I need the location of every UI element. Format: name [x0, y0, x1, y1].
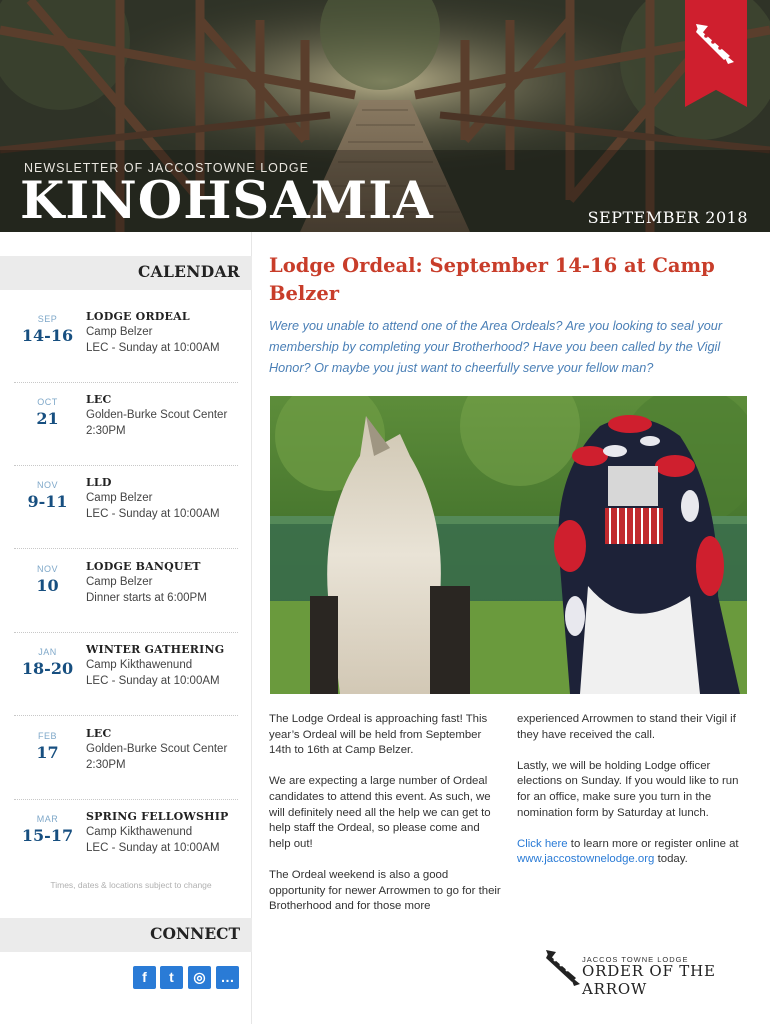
article-title: Lodge Ordeal: September 14-16 at Camp Belzer [269, 254, 715, 305]
calendar-event [0, 550, 252, 634]
newsletter-title: KINOHSAMIA [20, 171, 434, 231]
calendar-event [0, 466, 252, 550]
calendar-event [0, 800, 252, 884]
paragraph-text: today. [654, 853, 688, 866]
event-day: 21 [36, 409, 59, 428]
article-lead: Were you unable to attend one of the Area Ordeals? Are you looking to seal your membership by completing your Brotherhood? Have you been called by the Vigil Honor? Or maybe you just want to cheerfully serve your fellow man? [269, 319, 723, 375]
connect-header [0, 918, 252, 952]
divider [14, 548, 238, 549]
newsletter-subtitle: NEWSLETTER OF JACCOSTOWNE LODGE [24, 161, 309, 175]
paragraph: Lastly, we will be holding Lodge officer elections on Sunday. If you would like to run for an office, make sure you turn in the nomination form by Saturday at lunch. [517, 759, 739, 819]
event-time: LEC - Sunday at 10:00AM [86, 675, 220, 687]
instagram-icon[interactable]: ◎ [188, 966, 211, 989]
logo-lodge-name: JACCOS TOWNE LODGE [582, 955, 689, 964]
event-title: SPRING FELLOWSHIP [86, 810, 229, 823]
connect-heading: CONNECT [150, 924, 240, 943]
event-time: Dinner starts at 6:00PM [86, 592, 207, 604]
event-title: LEC [86, 727, 112, 740]
event-title: LODGE BANQUET [86, 560, 201, 573]
event-location: Camp Belzer [86, 492, 153, 504]
issue-date: SEPTEMBER 2018 [587, 208, 748, 227]
twitter-icon[interactable]: t [160, 966, 183, 989]
event-time: LEC - Sunday at 10:00AM [86, 508, 220, 520]
event-day: 17 [36, 743, 59, 762]
calendar-disclaimer: Times, dates & locations subject to change [50, 880, 212, 890]
event-month: SEP [37, 314, 58, 324]
divider [14, 715, 238, 716]
ordeal-photo-illustration [270, 396, 747, 694]
event-title: LEC [86, 393, 112, 406]
event-location: Camp Kikthawenund [86, 826, 193, 838]
paragraph [517, 837, 750, 868]
event-day: 14-16 [21, 326, 74, 345]
event-location: Golden-Burke Scout Center [86, 409, 228, 421]
website-link[interactable]: www.jaccostownelodge.org [517, 853, 655, 866]
event-month: JAN [38, 647, 57, 657]
arrowhead-icon [694, 22, 738, 66]
paragraph: experienced Arrowmen to stand their Vigil if they have received the call. [517, 713, 736, 741]
click-here-link[interactable]: Click here [517, 837, 568, 850]
event-day: 10 [36, 576, 59, 595]
paragraph: We are expecting a large number of Ordeal candidates to attend this event. As such, we will definitely need all the help we can get to help staff the Ordeal, so please come and help out! [269, 775, 491, 850]
event-time: 2:30PM [86, 759, 126, 771]
event-month: NOV [36, 480, 58, 490]
event-day: 9-11 [27, 492, 68, 511]
event-location: Camp Kikthawenund [86, 659, 193, 671]
article-column-1 [269, 712, 502, 930]
calendar-heading: CALENDAR [138, 262, 240, 281]
event-month: OCT [37, 397, 58, 407]
paragraph-text: to learn more or register online at [567, 837, 739, 850]
facebook-icon[interactable]: f [133, 966, 156, 989]
event-month: NOV [36, 564, 58, 574]
event-time: 2:30PM [86, 425, 126, 437]
event-title: WINTER GATHERING [86, 643, 225, 656]
event-time: LEC - Sunday at 10:00AM [86, 342, 220, 354]
event-location: Camp Belzer [86, 326, 153, 338]
event-day: 15-17 [21, 826, 74, 845]
event-time: LEC - Sunday at 10:00AM [86, 842, 220, 854]
event-location: Camp Belzer [86, 576, 153, 588]
event-title: LODGE ORDEAL [86, 310, 190, 323]
calendar-event [0, 717, 252, 801]
sidebar [0, 232, 252, 1024]
logo-org-name: ORDER OF THE ARROW [582, 962, 716, 998]
event-day: 18-20 [21, 659, 74, 678]
article-column-2 [517, 712, 750, 884]
calendar-event [0, 633, 252, 717]
ordeal-photo [270, 396, 747, 694]
event-month: MAR [36, 814, 59, 824]
event-title: LLD [86, 476, 112, 489]
calendar-header [0, 256, 252, 290]
paragraph: The Ordeal weekend is also a good opportunity for newer Arrowmen to go for their Brotherhood and for those more [269, 868, 501, 913]
chat-icon[interactable]: … [216, 966, 239, 989]
event-month: FEB [37, 731, 57, 741]
arrowhead-icon [546, 950, 582, 986]
event-location: Golden-Burke Scout Center [86, 743, 228, 755]
paragraph: The Lodge Ordeal is approaching fast! This year’s Ordeal will be held from September 14th to 16th at Camp Belzer. [269, 713, 488, 757]
masthead [0, 0, 770, 232]
calendar-event [0, 383, 252, 467]
calendar-event [0, 300, 252, 384]
